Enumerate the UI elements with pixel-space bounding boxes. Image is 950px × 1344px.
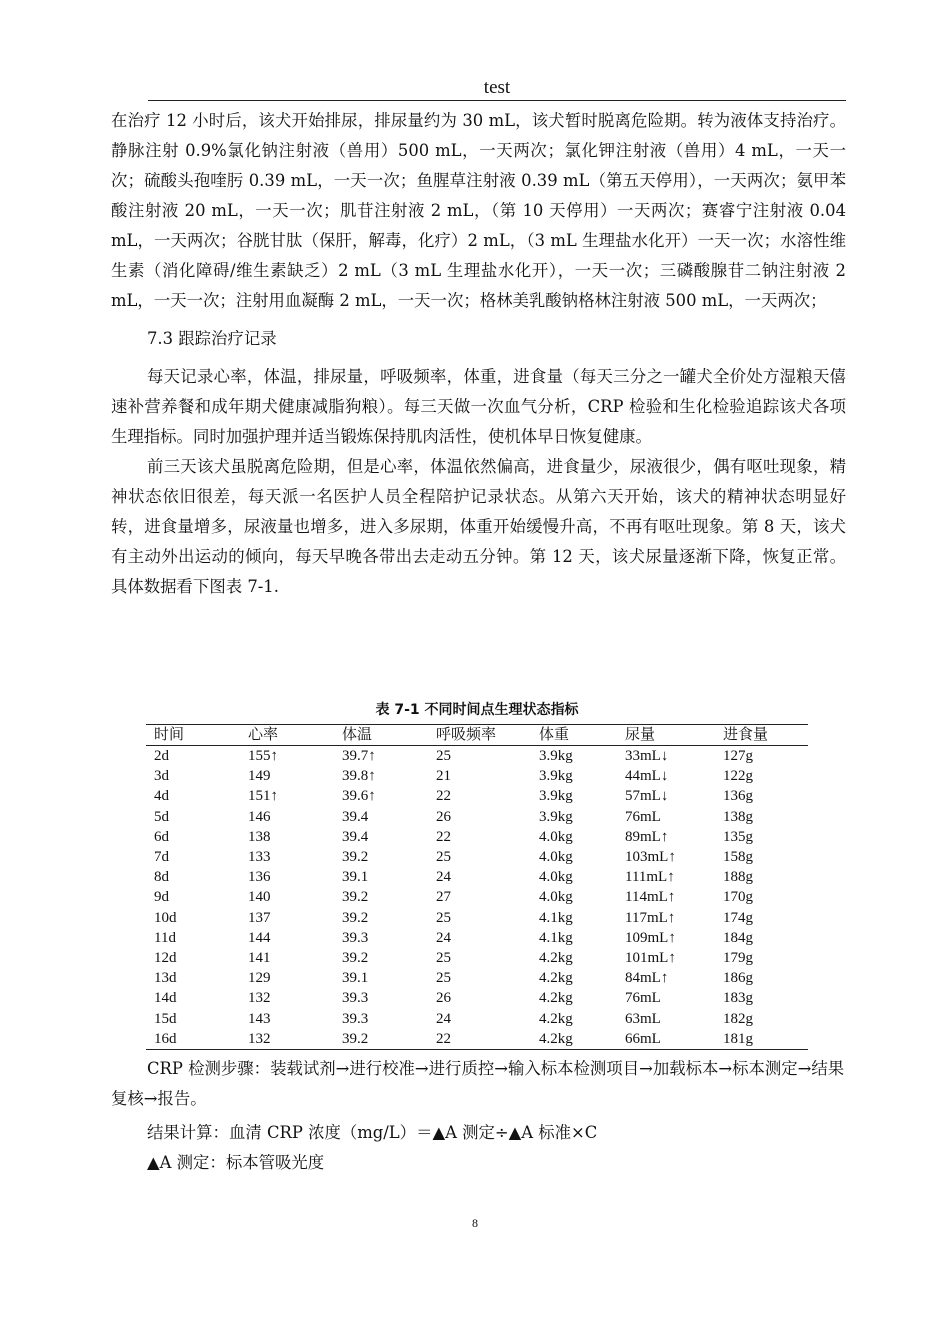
table-row — [146, 928, 808, 948]
page-header: test — [148, 76, 846, 101]
table-cell: 25 — [436, 849, 451, 866]
table-cell: 111mL↑ — [625, 869, 675, 886]
table-cell: 39.1 — [342, 970, 369, 987]
table-cell: 25 — [436, 970, 451, 987]
physiology-table — [146, 724, 808, 1050]
table-row — [146, 847, 808, 867]
table-cell: 57mL↓ — [625, 788, 669, 805]
table-cell: 182g — [723, 1010, 753, 1027]
table-cell: 39.2 — [342, 909, 369, 926]
table-cell: 186g — [723, 970, 753, 987]
table-cell: 3.9kg — [539, 748, 573, 765]
table-cell: 9d — [154, 889, 169, 906]
table-cell: 22 — [436, 828, 451, 845]
table-cell: 39.2 — [342, 949, 369, 966]
calc-formula: 结果计算：血清 CRP 浓度（mg/L）＝▲A 测定÷▲A 标准×C — [147, 1123, 598, 1142]
table-cell: 4.2kg — [539, 990, 573, 1007]
column-header: 时间 — [146, 725, 240, 746]
table-row — [146, 968, 808, 988]
table-cell: 39.3 — [342, 929, 369, 946]
table-cell: 39.8↑ — [342, 768, 376, 785]
table-cell: 21 — [436, 768, 451, 785]
absorbance-definition: ▲A 测定：标本管吸光度 — [147, 1153, 325, 1172]
table-cell: 63mL — [625, 1010, 661, 1027]
table-cell: 122g — [723, 768, 753, 785]
table-cell: 39.4 — [342, 808, 369, 825]
table-cell: 24 — [436, 1010, 451, 1027]
table-caption: 表 7-1 不同时间点生理状态指标 — [375, 702, 579, 718]
table-cell: 15d — [154, 1010, 177, 1027]
table-cell: 7d — [154, 849, 169, 866]
table-cell: 39.3 — [342, 1010, 369, 1027]
table-cell: 103mL↑ — [625, 849, 676, 866]
table-cell: 184g — [723, 929, 753, 946]
table-cell: 22 — [436, 788, 451, 805]
table-cell: 4d — [154, 788, 169, 805]
table-cell: 3.9kg — [539, 788, 573, 805]
table-cell: 188g — [723, 869, 753, 886]
table-cell: 141 — [248, 949, 271, 966]
table-cell: 4.2kg — [539, 949, 573, 966]
table-cell: 135g — [723, 828, 753, 845]
table-cell: 4.2kg — [539, 970, 573, 987]
table-cell: 8d — [154, 869, 169, 886]
table-cell: 6d — [154, 828, 169, 845]
column-header: 呼吸频率 — [428, 725, 531, 746]
table-cell: 11d — [154, 929, 176, 946]
table-cell: 39.6↑ — [342, 788, 376, 805]
table-cell: 76mL — [625, 808, 661, 825]
table-cell: 109mL↑ — [625, 929, 676, 946]
table-cell: 39.2 — [342, 889, 369, 906]
table-cell: 12d — [154, 949, 177, 966]
table-cell: 76mL — [625, 990, 661, 1007]
table-cell: 66mL — [617, 1029, 715, 1050]
table-cell: 101mL↑ — [625, 949, 676, 966]
table-cell: 132 — [248, 990, 271, 1007]
table-cell: 181g — [715, 1029, 808, 1050]
table-cell: 26 — [436, 990, 451, 1007]
table-cell: 24 — [436, 869, 451, 886]
table-cell: 2d — [154, 748, 169, 765]
table-cell: 4.1kg — [539, 929, 573, 946]
table-cell: 4.0kg — [539, 849, 573, 866]
table-row — [146, 867, 808, 887]
table-cell: 39.1 — [342, 869, 369, 886]
table-cell: 4.2kg — [539, 1010, 573, 1027]
table-cell: 84mL↑ — [625, 970, 669, 987]
table-row — [146, 807, 808, 827]
table-cell: 158g — [723, 849, 753, 866]
table-cell: 3.9kg — [539, 768, 573, 785]
table-body — [146, 746, 808, 1050]
table-cell: 132 — [240, 1029, 334, 1050]
table-cell: 149 — [248, 768, 271, 785]
table-cell: 117mL↑ — [625, 909, 676, 926]
paragraph-treatment: 在治疗 12 小时后，该犬开始排尿，排尿量约为 30 mL，该犬暂时脱离危险期。转为液体支持治疗。静脉注射 0.9%氯化钠注射液（兽用）500 mL，一天两次；氯化钾注射液（兽用）4 mL，一天一次；硫酸头孢喹肟 0.39 mL，一天一次；鱼腥草注射液 0.39 mL（第五天停用），一天两次；氨甲苯酸注射液 20 mL，一天一次；肌苷注射液 2 mL，（第 10 天停用）一天两次；赛睿宁注射液 0.04 mL，一天两次；谷胱甘肽（保肝，解毒，化疗）2 mL，（3 mL 生理盐水化开）一天一次；水溶性维生素（消化障碍/维生素缺乏）2 mL（3 mL 生理盐水化开），一天一次；三磷酸腺苷二钠注射液 2 mL，一天一次；注射用血凝酶 2 mL，一天一次；格林美乳酸钠格林注射液 500 mL，一天两次； — [111, 111, 846, 310]
table-cell: 127g — [723, 748, 753, 765]
table-cell: 33mL↓ — [625, 748, 669, 765]
table-cell: 25 — [436, 748, 451, 765]
table-cell: 114mL↑ — [625, 889, 676, 906]
table-cell: 138g — [723, 808, 753, 825]
table-cell: 170g — [723, 889, 753, 906]
table-row — [146, 908, 808, 928]
column-header: 心率 — [240, 725, 334, 746]
table-cell: 39.3 — [342, 990, 369, 1007]
table-cell: 26 — [436, 808, 451, 825]
table-cell: 39.2 — [342, 849, 369, 866]
table-cell: 137 — [248, 909, 271, 926]
table-cell: 146 — [248, 808, 271, 825]
table-cell: 25 — [436, 949, 451, 966]
table-cell: 4.2kg — [531, 1029, 617, 1050]
table-cell: 3d — [154, 768, 169, 785]
table-cell: 3.9kg — [539, 808, 573, 825]
table-cell: 24 — [436, 929, 451, 946]
table-cell: 144 — [248, 929, 271, 946]
table-row — [146, 948, 808, 968]
table-cell: 174g — [723, 909, 753, 926]
table-row — [146, 786, 808, 806]
table-cell: 16d — [146, 1029, 240, 1050]
table-cell: 5d — [154, 808, 169, 825]
table-cell: 155↑ — [248, 748, 278, 765]
section-heading: 7.3 跟踪治疗记录 — [147, 329, 277, 348]
table-cell: 39.2 — [334, 1029, 428, 1050]
table-cell: 4.0kg — [539, 869, 573, 886]
table-cell: 140 — [248, 889, 271, 906]
table-row — [146, 1029, 808, 1050]
column-header: 尿量 — [617, 725, 715, 746]
crp-steps: CRP 检测步骤：装载试剂→进行校准→进行质控→输入标本检测项目→加载标本→标本测定→结果复核→报告。 — [111, 1059, 845, 1108]
table-header-row — [146, 725, 808, 746]
table-cell: 136 — [248, 869, 271, 886]
table-row — [146, 988, 808, 1008]
table-cell: 39.7↑ — [342, 748, 376, 765]
table-row — [146, 887, 808, 907]
table-cell: 27 — [436, 889, 451, 906]
column-header: 体温 — [334, 725, 428, 746]
column-header: 进食量 — [715, 725, 808, 746]
table-cell: 138 — [248, 828, 271, 845]
table-cell: 143 — [248, 1010, 271, 1027]
column-header: 体重 — [531, 725, 617, 746]
paragraph-records: 每天记录心率，体温，排尿量，呼吸频率，体重，进食量（每天三分之一罐犬全价处方湿粮天僖速补营养餐和成年期犬健康减脂狗粮）。每三天做一次血气分析，CRP 检验和生化检验追踪该犬各项生理指标。同时加强护理并适当锻炼保持肌肉活性，使机体早日恢复健康。 — [111, 367, 846, 446]
table-cell: 133 — [248, 849, 271, 866]
after-table-text — [111, 1054, 846, 1178]
table-cell: 25 — [436, 909, 451, 926]
body-text — [111, 106, 846, 602]
table-cell: 10d — [154, 909, 177, 926]
table-cell: 4.1kg — [539, 909, 573, 926]
table-row — [146, 1008, 808, 1028]
table-cell: 39.4 — [342, 828, 369, 845]
table-cell: 4.0kg — [539, 889, 573, 906]
table-cell: 183g — [723, 990, 753, 1007]
table-row — [146, 746, 808, 767]
table-cell: 151↑ — [248, 788, 278, 805]
table-cell: 136g — [723, 788, 753, 805]
page-number: 8 — [472, 1216, 478, 1230]
table-cell: 13d — [154, 970, 177, 987]
table-cell: 22 — [428, 1029, 531, 1050]
table-cell: 89mL↑ — [625, 828, 669, 845]
paragraph-progress: 前三天该犬虽脱离危险期，但是心率，体温依然偏高，进食量少，尿液很少，偶有呕吐现象，精神状态依旧很差，每天派一名医护人员全程陪护记录状态。从第六天开始，该犬的精神状态明显好转，进食量增多，尿液量也增多，进入多尿期，体重开始缓慢升高，不再有呕吐现象。第 8 天，该犬有主动外出运动的倾向，每天早晚各带出去走动五分钟。第 12 天，该犬尿量逐渐下降，恢复正常。具体数据看下图表 7-1. — [111, 457, 846, 596]
table-cell: 129 — [248, 970, 271, 987]
table-cell: 14d — [154, 990, 177, 1007]
table-row — [146, 827, 808, 847]
table-cell: 179g — [723, 949, 753, 966]
table-row — [146, 766, 808, 786]
table-cell: 4.0kg — [539, 828, 573, 845]
table-cell: 44mL↓ — [625, 768, 669, 785]
